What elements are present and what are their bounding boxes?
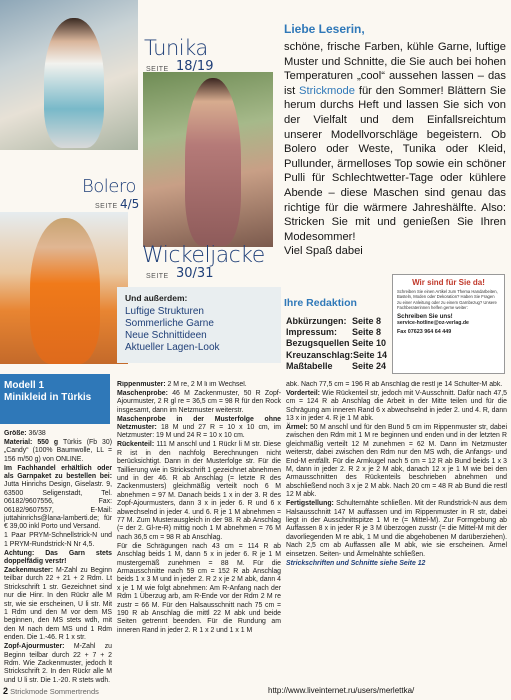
model-number: Modell 1 bbox=[4, 380, 45, 391]
instruction-paragraph bbox=[4, 430, 112, 438]
extras-item: Neue Schnittideen bbox=[125, 330, 207, 341]
index-page: Seite 8 bbox=[352, 327, 382, 338]
model-figure bbox=[44, 18, 104, 148]
index-row bbox=[286, 338, 396, 349]
extras-box bbox=[117, 287, 281, 363]
seite-label: SEITE bbox=[95, 203, 118, 210]
instructions-column-3 bbox=[286, 381, 507, 681]
instruction-text: 18 M und 27 R = 10 x 10 cm, im Netzmuster: 19 M und 24 R = 10 x 10 cm. bbox=[117, 424, 281, 440]
index-row bbox=[286, 361, 396, 372]
instruction-text: M-Zahl zu Beginn teilbar durch 22 + 21 + 2 Rdm. Lt Strickschrift 1 str. Gezeichnet sind nur die Hinr. In den Rückr alle M str, wie sie erscheinen, U li str. Mit 1 Rdm und den M vor dem MS beginnen, den MS stets wdh, mit den M nach dem MS und 1 Rdm enden. Die 1.-46. R 1 x str. bbox=[4, 567, 112, 642]
instruction-heading: Maschenprobe in der Musterfolge ohne Netzmuster: bbox=[117, 415, 281, 432]
footer-brand: Strickmode Sommertrends bbox=[10, 687, 99, 696]
instruction-paragraph bbox=[4, 550, 112, 567]
model-header bbox=[0, 374, 110, 424]
instruction-text: 111 M anschl und 1 Rückr li M str. Diese R ist in den nachfolg Berechnungen nicht berücksichtigt. Dann in der Musterfolge str. Für die Taillierung wie in Strickschrift 1 gezeichnet abnehmen und in der 46. R ab Anschlag (= letzte R des Zackenmusters) gleichmäßig verteilt noch 6 M abnehmen = 97 M. Danach beids 1 x in der 3. R des Zopf-Ajourmusters, dann 3 x in jeder 6. R und 6 x abwechselnd in jeder 4. und 6. R je 1 M abnehmen = 77 M. Zum Musterausgleich in der 98. R ab Anschlag (= der 2. Gl-re-R) mittig noch 1 M abnehmen = 76 M nach 36,5 cm = 98 R ab Anschlag. bbox=[117, 441, 281, 541]
instruction-text: Türkis (Fb 30) „Candy“ (100% Baumwolle, LL = 156 m/50 g) von ONLINE. bbox=[4, 438, 112, 463]
editorial-text-part: für den Sommer! Blättern Sie herum durchs Heft und lassen Sie sich von der Vielfalt und dem Einfallsreichtum unserer Modellvorschläge begeistern. Ob Bolero oder Weste, Tunika oder Kleid, Pullunder, ärmelloses Top sowie ein schöner Pulli für Schlechtwetter-Tage oder kühlere Abende – diese Maschen sind genau das richtige für die wärmere Jahreshälfte. Also: Stricken Sie mit und genießen Sie Ihren Modesommer! bbox=[284, 84, 506, 243]
instruction-heading: Fertigstellung: bbox=[286, 500, 334, 508]
editorial-highlight: Strickmode bbox=[299, 84, 355, 97]
instruction-paragraph bbox=[286, 381, 507, 389]
instruction-text: 46 M Zackenmuster, 50 R Zopf-Ajourmuster, 2 R gl re = 36,5 cm = 98 R für den Rock insgesamt, dann im Netzmuster weiterstr. bbox=[117, 389, 281, 414]
instruction-heading: Ärmel: bbox=[286, 424, 308, 432]
extras-headline: Und außerdem: bbox=[125, 293, 188, 303]
instruction-paragraph bbox=[286, 424, 507, 500]
instruction-text: Schulternähte schließen. Mit der Rundstrick-N aus dem Halsausschnitt 147 M auffassen und im Rippenmuster in R str, dabei liegt in der Ausschnittspitze 1 M re (= Mittel-M). Zur Formgebung ab Auffassen 8 x in jeder R je 3 M überzogen zusstr (= die Mittel-M mit der davorliegenden M re abk, 1 M und die abgehobenen M darüberziehen). Nach 2,5 cm ab Auffassen alle M abk, wie sie erscheinen. Ärmel einsetzen. Seiten- und Ärmelnähte schließen. bbox=[286, 500, 507, 558]
instruction-heading: Größe: bbox=[4, 430, 27, 437]
instruction-text: 2 M re, 2 M li im Wechsel. bbox=[165, 381, 247, 388]
instruction-paragraph bbox=[117, 390, 281, 415]
service-fine-print: Schreiben Sie einen Artikel zum Thema Handarbeiten, Basteln, Moden oder Dekoration? Haben Sie Fragen zu einer Anleitung oder zu einem Garnbezug? Unsere Fachberaterinnen helfen gerne weiter: bbox=[397, 289, 498, 310]
photo-bolero bbox=[0, 212, 128, 364]
instruction-heading: Im Fachhandel erhältlich oder als Garnpaket zu bestellen bei: bbox=[4, 464, 112, 481]
extras-item: Sommerliche Garne bbox=[125, 318, 214, 329]
instruction-paragraph bbox=[4, 643, 112, 685]
instruction-heading: Maschenprobe: bbox=[117, 389, 168, 397]
page-ref-tunika: 18/19 bbox=[176, 59, 214, 74]
index-row bbox=[286, 327, 396, 338]
seite-label: SEITE bbox=[146, 273, 169, 280]
index-page: Seite 8 bbox=[352, 316, 382, 326]
index-label: Maßtabelle bbox=[286, 360, 333, 371]
instruction-heading: Zopf-Ajourmuster: bbox=[4, 643, 65, 651]
instruction-paragraph bbox=[4, 532, 112, 549]
seite-label: SEITE bbox=[146, 66, 169, 73]
instruction-text: abk. Nach 77,5 cm = 196 R ab Anschlag die restl je 14 Schulter-M abk. bbox=[286, 381, 503, 388]
signature: Ihre Redaktion bbox=[284, 297, 357, 309]
extras-item: Aktueller Lagen-Look bbox=[125, 342, 220, 353]
page-index bbox=[286, 316, 396, 372]
index-label: Kreuzanschlag: bbox=[286, 349, 354, 360]
instruction-paragraph bbox=[286, 560, 507, 568]
photo-wickeljacke bbox=[143, 72, 273, 247]
index-page: Seite 24 bbox=[352, 360, 387, 371]
greeting: Liebe Leserin, bbox=[284, 22, 365, 36]
instruction-text: Jutta Hinrichs Design, Giselastr. 9, 63500 Seligenstadt, Tel. 06182/9607556, Fax: 06182/9607557, E-Mail: juttahinrichs@lana-lamberti.de; für € 39,00 inkl Porto und Versand. bbox=[4, 481, 112, 531]
instructions-column-1 bbox=[4, 430, 112, 685]
service-headline: Wir sind für Sie da! bbox=[412, 278, 485, 287]
page-ref-wickeljacke: 30/31 bbox=[176, 266, 214, 281]
service-email-link[interactable]: service-hotline@oz-verlag.de bbox=[397, 320, 469, 327]
instruction-text: 36/38 bbox=[26, 430, 46, 437]
instruction-paragraph bbox=[4, 567, 112, 643]
index-row bbox=[286, 350, 396, 361]
instruction-text: 1 Paar PRYM-Schnellstrick-N und 1 PRYM-Rundstrick-N Nr 4,5. bbox=[4, 532, 112, 548]
page-ref-bolero: 4/5 bbox=[120, 197, 140, 211]
footer bbox=[3, 686, 99, 696]
index-label: Impressum: bbox=[286, 327, 338, 338]
instruction-paragraph bbox=[4, 439, 112, 464]
service-call: Schreiben Sie uns! bbox=[397, 313, 453, 321]
page-number: 2 bbox=[3, 686, 9, 696]
model-name: Minikleid in Türkis bbox=[4, 392, 92, 403]
instruction-paragraph bbox=[117, 543, 281, 635]
title-tunika: Tunika bbox=[144, 36, 208, 60]
instruction-heading: Material: 550 g bbox=[4, 438, 59, 446]
title-bolero: Bolero bbox=[82, 176, 136, 197]
instruction-heading: Rippenmuster: bbox=[117, 381, 166, 388]
instruction-heading: Vorderteil: bbox=[286, 389, 320, 397]
index-page: Seite 14 bbox=[353, 349, 388, 360]
instruction-paragraph bbox=[286, 500, 507, 559]
title-wickeljacke: Wickeljacke bbox=[142, 243, 265, 268]
model-figure bbox=[185, 78, 241, 246]
index-row bbox=[286, 316, 396, 327]
editorial-closing: Viel Spaß dabei bbox=[284, 245, 363, 258]
photo-tunika bbox=[0, 0, 138, 150]
service-box bbox=[392, 274, 505, 374]
instruction-paragraph bbox=[286, 390, 507, 424]
instruction-text: Für die Schrägungen nach 43 cm = 114 R ab Anschlag beids 1 M, dann 5 x in jeder 6. R je 1 M mustergemäß zunehmen = 88 M. Für die Armausschnitte nach 59 cm = 152 R ab Anschlag beids 1 x 3 M und in jeder 2. R 2 x je 2 M abk, dann 4 x je 1 M wie folgt abnehmen: Am R-Anfang nach der Rdm 1 Überzug arb, am R-Ende vor der Rdm 2 M re zustr = 66 M. Für den Halsausschnitt nach 75 cm = 190 R ab Anschlag die mittl 22 M abk und beide Seiten getrennt beenden. Für die Rundung am inneren Rand in jeder 2. R 1 x 2 und 1 x 1 M bbox=[117, 542, 281, 634]
instruction-heading: Rückenteil: bbox=[117, 441, 155, 449]
instruction-paragraph bbox=[117, 381, 281, 389]
extras-item: Luftige Strukturen bbox=[125, 306, 204, 317]
index-label: Abkürzungen: bbox=[286, 316, 347, 326]
instruction-hint: Strickschriften und Schnitte siehe Seite 12 bbox=[286, 559, 426, 567]
instructions-column-2 bbox=[117, 381, 281, 685]
model-figure bbox=[30, 218, 100, 364]
instruction-paragraph bbox=[4, 465, 112, 532]
instruction-text: M-Zahl zu Beginn teilbar durch 22 + 7 + 2 Rdm. Wie Zackenmuster, jedoch lt Strickschrift 2. In den Rückr alle M und U li str. Die 1.-20. R stets wdh. bbox=[4, 643, 112, 684]
instruction-text: Wie Rückenteil str, jedoch mit V-Ausschnitt. Dafür nach 47,5 cm = 124 R ab Anschlag die Arbeit in der Mitte teilen und für die Schrägung am inneren Rand 6 x abwechselnd in jeder 2. und 4. R, dann 13 x in jeder 4. R je 1 M abk. bbox=[286, 389, 507, 423]
index-page: Seite 10 bbox=[352, 338, 387, 349]
index-label: Bezugsquellen bbox=[286, 338, 350, 349]
editorial-text-part: schöne, frische Farben, kühle Garne, luftige Muster und Schnitte, die Sie auch bei hohen Temperaturen „cool“ aussehen lassen – das ist bbox=[284, 41, 506, 97]
instruction-text: 50 M anschl und für den Bund 5 cm im Rippenmuster str, dabei zwischen den Rdm mit 1 M re beginnen und enden und in der letzten R gleichmäßig verteilt 12 M zunehmen = 62 M. Dann im Netzmuster weiterstr, dabei zwischen den Rdm nur den MS wdh, die Anfangs- und End-M entfällt. Für die Armkugel nach 5 cm = 12 R ab Bund beids 1 x 3 M, dann in jeder 2. R 2 x je 2 M abk, danach 12 x je 1 M wie bei den Armausschnitten des Rückenteils beschrieben abnehmen und abschließend noch 3 x je 2 M abk. Nach 20 cm = 48 R ab Bund die restl 12 M abk. bbox=[286, 424, 507, 499]
instruction-paragraph bbox=[117, 441, 281, 542]
watermark-url: http://www.liveinternet.ru/users/merlettka/ bbox=[268, 686, 415, 695]
instruction-heading: Zackenmuster: bbox=[4, 567, 54, 574]
editorial-text bbox=[284, 40, 506, 259]
instruction-paragraph bbox=[117, 416, 281, 441]
service-fax: Fax 07623 964 64 449 bbox=[397, 329, 452, 336]
instruction-heading: Achtung: Das Garn stets doppelfädig verstr! bbox=[4, 549, 112, 566]
